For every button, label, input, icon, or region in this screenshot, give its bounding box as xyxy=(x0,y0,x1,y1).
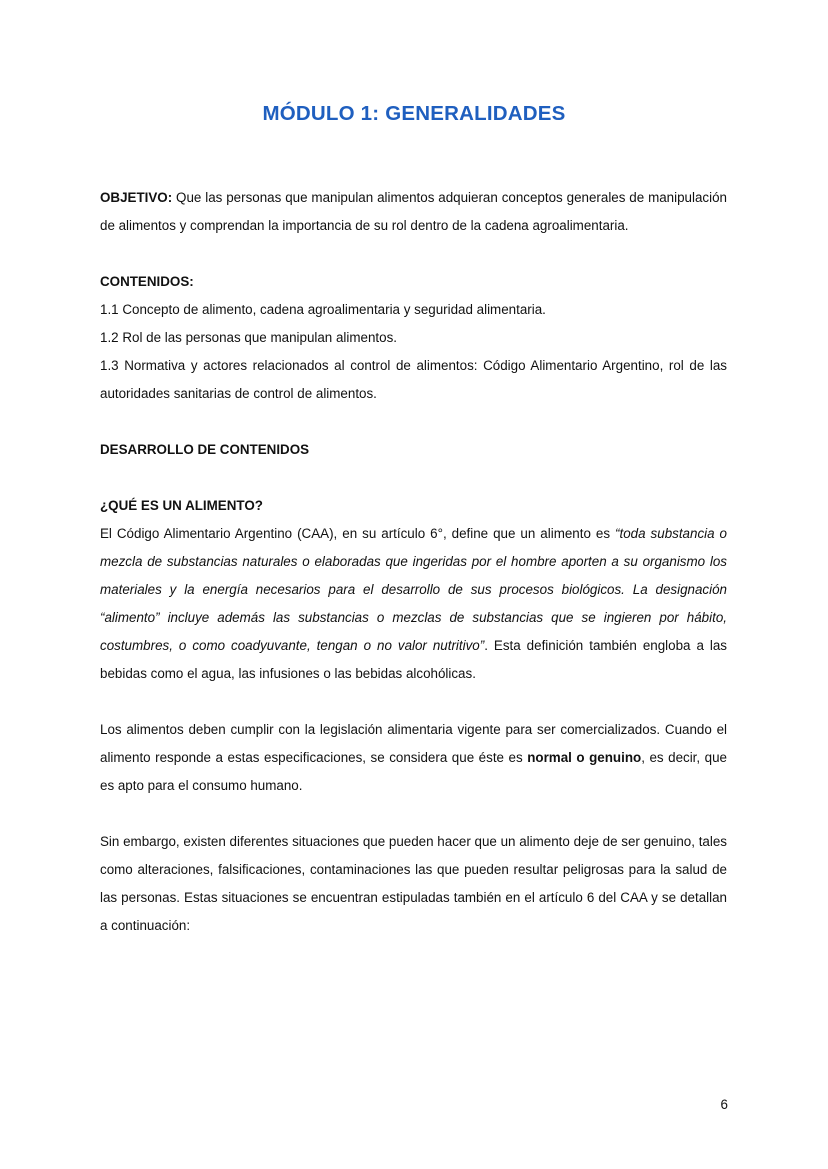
objective-label: OBJETIVO: xyxy=(100,190,173,205)
legislation-text-before: Los alimentos deben cumplir con la legislación alimentaria vigente para ser comercializados. Cuando el alimento responde a estas especificaciones, se considera que éste es xyxy=(100,722,727,765)
definition-outro: . Esta definición también engloba a las bebidas como el agua, las infusiones o las bebidas alcohólicas. xyxy=(100,638,727,681)
development-heading: DESARROLLO DE CONTENIDOS xyxy=(100,442,310,457)
spacer xyxy=(100,408,727,436)
legislation-paragraph xyxy=(100,716,727,800)
legislation-bold-term: normal o genuino xyxy=(527,750,642,765)
spacer xyxy=(100,800,727,828)
document-body xyxy=(100,184,727,940)
contents-heading: CONTENIDOS: xyxy=(100,274,194,289)
objective-paragraph xyxy=(100,184,727,240)
contents-item: 1.2 Rol de las personas que manipulan alimentos. xyxy=(100,330,398,345)
spacer xyxy=(100,464,727,492)
food-definition-paragraph xyxy=(100,520,727,688)
definition-intro: El Código Alimentario Argentino (CAA), en su artículo 6°, define que un alimento es xyxy=(100,526,616,541)
page-title: MÓDULO 1: GENERALIDADES xyxy=(262,102,566,125)
page-number: 6 xyxy=(720,1097,728,1112)
legislation-text-after: , es decir, que es apto para el consumo humano. xyxy=(100,750,727,793)
spacer xyxy=(100,688,727,716)
objective-text: Que las personas que manipulan alimentos adquieran conceptos generales de manipulación de alimentos y comprendan la importancia de su rol dentro de la cadena agroalimentaria. xyxy=(100,190,727,233)
what-is-food-heading: ¿QUÉ ES UN ALIMENTO? xyxy=(100,498,263,513)
contents-item: 1.3 Normativa y actores relacionados al control de alimentos: Código Alimentario Argentino, rol de las autoridades sanitarias de control de alimentos. xyxy=(100,358,727,401)
spacer xyxy=(100,240,727,268)
contents-item: 1.1 Concepto de alimento, cadena agroalimentaria y seguridad alimentaria. xyxy=(100,302,546,317)
situations-paragraph: Sin embargo, existen diferentes situaciones que pueden hacer que un alimento deje de ser genuino, tales como alteraciones, falsificaciones, contaminaciones las que pueden resultar peligrosas para la salud de las personas. Estas situaciones se encuentran estipuladas también en el artículo 6 del CAA y se detallan a continuación: xyxy=(100,834,727,933)
definition-quote: “toda substancia o mezcla de substancias naturales o elaboradas que ingeridas por el hombre aporten a su organismo los materiales y la energía necesarios para el desarrollo de sus procesos biológicos. La designación “alimento” incluye además las substancias o mezclas de substancias que se ingieren por hábito, costumbres, o como coadyuvante, tengan o no valor nutritivo” xyxy=(100,526,727,653)
